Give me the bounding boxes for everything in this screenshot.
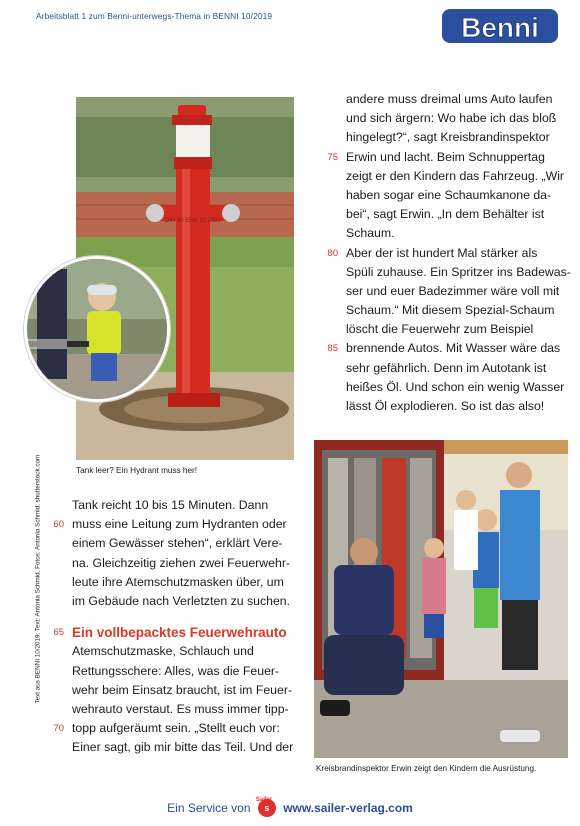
line-number: 65: [53, 627, 64, 639]
right-column-text: [327, 90, 576, 416]
text-line: einem Gewässer stehen“, erklärt Vere-: [72, 536, 283, 551]
text-line: wehrauto verstaut. Es muss immer tipp-: [72, 701, 289, 716]
text-line: andere muss dreimal ums Auto laufen: [346, 92, 553, 106]
text-line: Tank reicht 10 bis 15 Minuten. Dann: [72, 498, 269, 512]
text-line: leute ihre Atemschutzmasken über, um: [72, 574, 284, 589]
section-heading-text: Ein vollbepacktes Feuerwehrauto: [72, 625, 287, 641]
footer-prefix: Ein Service von: [167, 801, 251, 816]
text-line: hingelegt?“, sagt Kreisbrandinspektor: [346, 130, 550, 145]
text-line: Einer sagt, gib mir bitte das Teil. Und der: [72, 740, 294, 755]
line-number: 60: [53, 519, 64, 531]
text-line: löscht die Feuerwehr zum Beispiel: [346, 322, 534, 337]
text-line: 70 topp aufgeräumt sein. „Stellt euch vor:: [72, 719, 312, 738]
text-line: haben sogar eine Schaumkanone da-: [346, 187, 552, 202]
text-line: heißes Öl. Und schon ein wenig Wasser: [346, 379, 565, 394]
section-heading: [53, 623, 312, 642]
line-number: 85: [327, 343, 338, 355]
left-column-text: [53, 496, 312, 757]
text-line: Schaum.: [346, 226, 395, 241]
text-line: 80 Aber der ist hundert Mal stärker als: [346, 244, 576, 263]
publisher-url-link[interactable]: www.sailer-verlag.com: [283, 801, 413, 816]
text-line: Rettungsschere: Alles, was die Feuer-: [72, 663, 280, 678]
text-line: sehr gefährlich. Denn im Autotank ist: [346, 360, 547, 375]
sailer-logo-icon: Sailer s: [258, 799, 276, 817]
text-line: 60 muss eine Leitung zum Hydranten oder: [72, 515, 312, 534]
hydrant-photo-caption: Tank leer? Ein Hydrant muss her!: [76, 466, 198, 475]
publisher-footer: [0, 797, 580, 818]
hydrant-cap-text: DIN 80 ENK 10 2020: [164, 218, 222, 224]
text-line: zeigt er den Kindern das Fahrzeug. „Wir: [346, 168, 565, 183]
text-line: Spüli zuhause. Ein Spritzer ins Badewas-: [346, 264, 571, 279]
line-number: 70: [53, 723, 64, 735]
text-line: und sich ärgern: Wo habe ich das bloß: [346, 111, 557, 126]
line-number: 80: [327, 247, 338, 259]
child-firehose-inset-photo: [24, 256, 170, 402]
logo-text: Benni: [461, 12, 539, 43]
line-number: 75: [327, 151, 338, 163]
text-line: ser und euer Badezimmer wäre voll mit: [346, 283, 560, 298]
text-line: Atemschutzmaske, Schlauch und: [72, 644, 254, 659]
text-line: lässt Öl explodieren. So ist das also!: [346, 399, 545, 413]
firetruck-photo-caption: Kreisbrandinspektor Erwin zeigt den Kindern die Ausrüstung.: [316, 764, 537, 773]
text-line: wehr beim Einsatz braucht, ist im Feuer-: [72, 682, 293, 697]
text-line: bei“, sagt Erwin. „In dem Behälter ist: [346, 207, 545, 222]
text-line: im Gebäude nach Verletzten zu suchen.: [72, 593, 291, 608]
text-line: na. Gleichzeitig ziehen zwei Feuerwehr-: [72, 555, 291, 570]
photo-credit: Text aus BENNI 10/2019; Text: Antonia Schmid, Fotos: Antonia Schmid, shutterstock.com: [34, 454, 42, 704]
worksheet-label: Arbeitsblatt 1 zum Benni-unterwegs-Thema in BENNI 10/2019: [36, 11, 273, 21]
text-line: 85 brennende Autos. Mit Wasser wäre das: [346, 339, 576, 358]
text-line: 75 Erwin und lacht. Beim Schnuppertag: [346, 148, 576, 167]
text-line: Schaum.“ Mit diesem Spezial-Schaum: [346, 303, 555, 318]
firetruck-children-photo: [314, 440, 568, 758]
benni-logo: [440, 6, 560, 46]
